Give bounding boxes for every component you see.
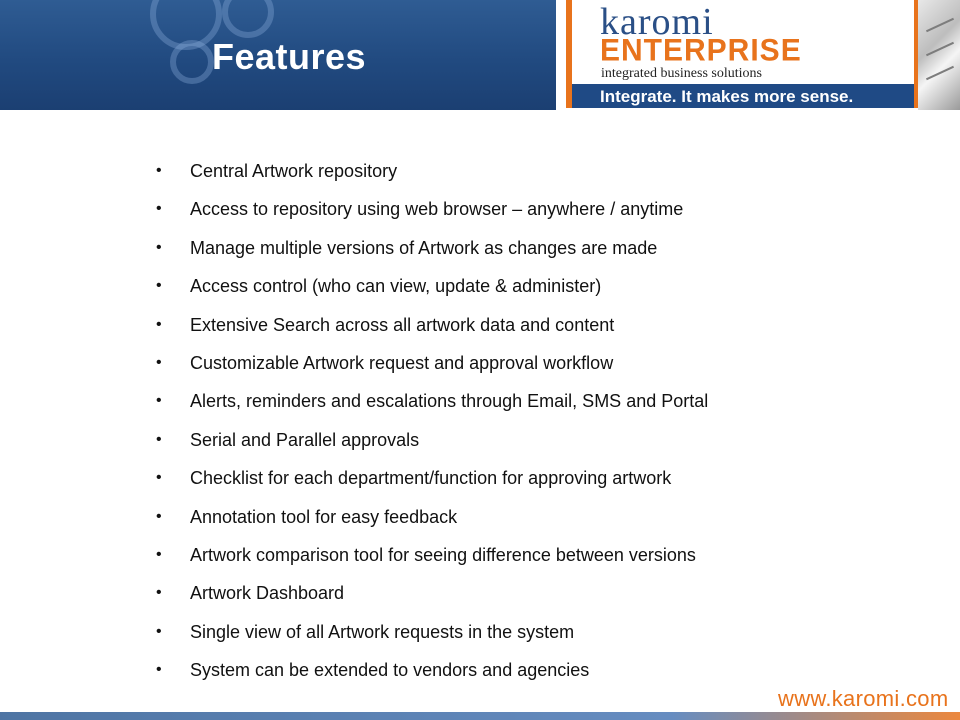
gear-decoration-icon [222,0,274,38]
feature-text: Central Artwork repository [190,161,398,181]
feature-text: Manage multiple versions of Artwork as changes are made [190,237,658,258]
bullet-icon: • [156,430,162,448]
bullet-icon: • [156,277,162,295]
bullet-icon: • [156,661,162,679]
bullet-icon: • [156,392,162,410]
page-title: Features [212,36,367,77]
bullet-icon: • [156,200,162,218]
gear-decoration-icon [170,40,214,84]
header [0,0,960,110]
feature-text: Access control (who can view, update & administer) [190,276,602,297]
feature-text: Checklist for each department/function for approving artwork [190,468,672,489]
bullet-icon: • [156,545,162,563]
feature-text: System can be extended to vendors and agencies [190,660,590,681]
logo-name: karomi [600,1,714,43]
bullet-icon: • [156,353,162,371]
bullet-icon: • [156,162,162,179]
logo-tagline: Integrate. It makes more sense. [600,87,854,106]
feature-text: Artwork comparison tool for seeing difference between versions [190,544,696,565]
feature-text: Access to repository using web browser – anywhere / anytime [190,199,684,220]
feature-text: Extensive Search across all artwork data and content [190,314,615,335]
feature-text: Single view of all Artwork requests in the system [190,621,575,642]
paper-stack-image [918,0,960,110]
feature-text: Alerts, reminders and escalations through Email, SMS and Portal [190,391,709,412]
header-divider [556,0,566,110]
feature-text: Annotation tool for easy feedback [190,506,458,527]
bullet-icon: • [156,469,162,487]
feature-text: Customizable Artwork request and approval workflow [190,352,614,373]
logo-subtitle: integrated business solutions [601,66,762,81]
footer-website-link[interactable]: www.karomi.com [778,686,949,711]
bullet-icon: • [156,238,162,256]
footer-bar [0,712,960,720]
bullet-icon: • [156,622,162,640]
feature-text: Serial and Parallel approvals [190,429,420,450]
bullet-icon: • [156,315,162,333]
feature-text: Artwork Dashboard [190,583,345,604]
bullet-icon: • [156,507,162,525]
bullet-icon: • [156,584,162,602]
logo-product: ENTERPRISE [600,33,802,68]
